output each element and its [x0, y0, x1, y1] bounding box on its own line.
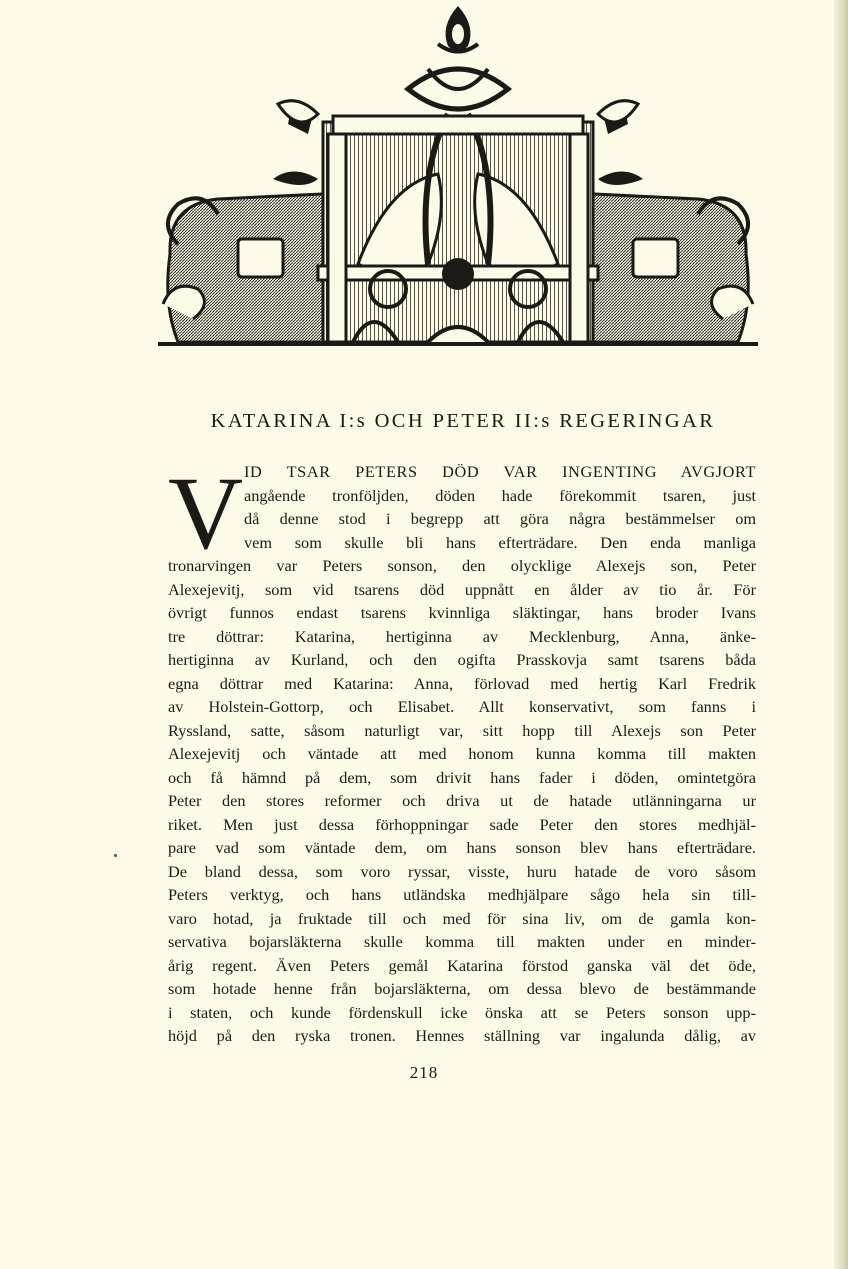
text-line: servativa bojarsläkterna skulle komma till makten under en minder- [168, 932, 756, 951]
text-line: pare vad som väntade dem, om hans sonson blev hans efterträdare. [168, 838, 756, 857]
text-line: årig regent. Även Peters gemål Katarina förstod ganska väl det öde, [168, 955, 756, 975]
margin-speck [114, 854, 117, 857]
text-line: tre döttrar: Katarina, hertiginna av Mecklenburg, Anna, änke- [168, 626, 756, 646]
text-line: då denne stod i begrepp att göra några bestämmelser om [244, 509, 756, 528]
page-number: 218 [409, 1063, 439, 1082]
text-line: Alexejevitj och väntade att med honom kunna komma till makten [168, 744, 756, 763]
text-line: angående tronföljden, döden hade förekommit tsaren, just [244, 485, 756, 505]
text-line: riket. Men just dessa förhoppningar sade Peter den stores medhjäl- [168, 814, 756, 834]
text-line: Ryssland, satte, såsom naturligt var, sitt hopp till Alexejs son Peter [168, 720, 756, 740]
text-line: varo hotad, ja fruktade till och med för sina liv, om de gamla kon- [168, 908, 756, 928]
text-line: vem som skulle bli hans efterträdare. Den enda manliga [244, 532, 756, 552]
text-line: egna döttrar med Katarina: Anna, förlovad med hertig Karl Fredrik [168, 673, 756, 693]
chapter-heading: KATARINA I:s OCH PETER II:s REGERINGAR [210, 410, 716, 432]
text-line: ID TSAR PETERS DÖD VAR INGENTING AVGJORT [244, 462, 756, 481]
text-line: Peters verktyg, och hans utländska medhjälpare sågo hela sin till- [168, 885, 756, 904]
text-line: höjd på den ryska tronen. Hennes ställning var ingalunda dålig, av [168, 1026, 756, 1045]
drop-cap: V [168, 456, 244, 571]
text-line: Alexejevitj, som vid tsarens död uppnått en ålder av tio år. För [168, 579, 756, 599]
text-line: hertiginna av Kurland, och den ogifta Prasskovja samt tsarens båda [168, 650, 756, 669]
text-line: Peter den stores reformer och driva ut de hatade utlänningarna ur [168, 791, 756, 810]
text-line: och få hämnd på dem, som drivit hans fader i döden, omintetgöra [168, 767, 756, 787]
text-line: tronarvingen var Peters sonson, den olycklige Alexejs son, Peter [168, 556, 756, 575]
text-line: i staten, och kunde fördenskull icke önska att se Peters sonson upp- [168, 1002, 756, 1022]
text-line: övrigt funnos endast tsarens kvinnliga släktingar, hans broder Ivans [168, 603, 756, 622]
headpiece-ornament [158, 4, 758, 349]
text-line: som hotade henne från bojarsläkterna, om dessa blevo de bestämmande [168, 979, 756, 998]
body-text [168, 456, 756, 1048]
text-line: av Holstein-Gottorp, och Elisabet. Allt konservativt, som fanns i [168, 697, 756, 716]
text-line: De bland dessa, som voro ryssar, visste, huru hatade de voro såsom [168, 861, 756, 881]
